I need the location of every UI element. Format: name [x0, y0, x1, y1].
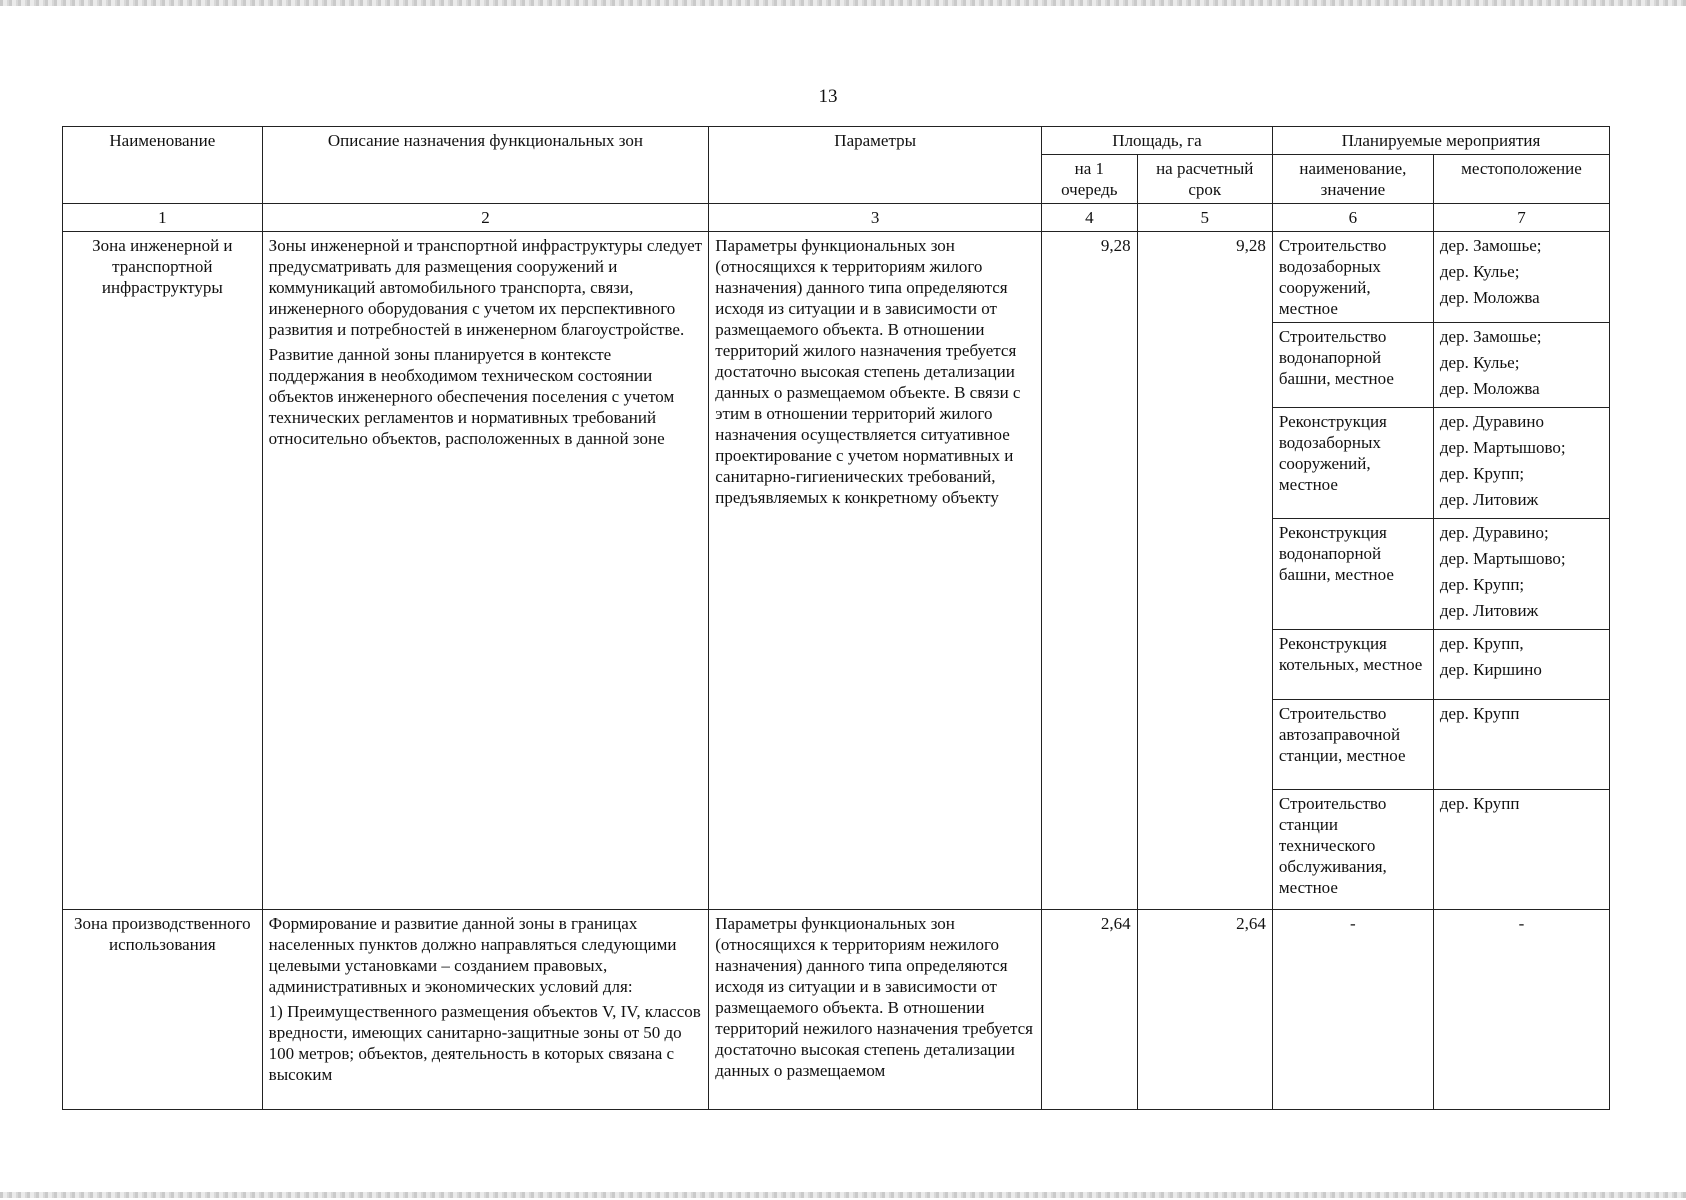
- description-paragraph: 1) Преимущественного размещения объектов V, IV, классов вредности, имеющих санитарно-защитные зоны от 50 до 100 метров; объектов, деятельность в которых связана с высоким: [268, 1002, 701, 1084]
- header-row-1: [63, 127, 1610, 155]
- activity-name: Строительство водозаборных сооружений, местное: [1272, 232, 1433, 323]
- header-area: Площадь, га: [1042, 127, 1273, 155]
- location-item: дер. Крупп: [1439, 704, 1520, 723]
- header-area-estimated: на расчетный срок: [1137, 155, 1272, 204]
- scan-edge-top: [0, 0, 1686, 6]
- location-item: дер. Крупп;: [1439, 464, 1525, 483]
- activity-location: [1433, 323, 1609, 408]
- location-item: дер. Моложва: [1439, 379, 1540, 398]
- header-planned-name: наименование, значение: [1272, 155, 1433, 204]
- header-description: Описание назначения функциональных зон: [262, 127, 709, 204]
- activity-location: [1433, 630, 1609, 700]
- activity-location: [1433, 408, 1609, 519]
- activity-location: [1433, 700, 1609, 790]
- area-estimated-value: 2,64: [1137, 910, 1272, 1110]
- activity-name: Строительство станции технического обслуживания, местное: [1272, 790, 1433, 910]
- header-parameters: Параметры: [709, 127, 1042, 204]
- location-item: дер. Крупп: [1439, 794, 1520, 813]
- zone-name: Зона производственного использования: [63, 910, 263, 1110]
- area-first-value: 2,64: [1042, 910, 1138, 1110]
- column-number: 4: [1042, 204, 1138, 232]
- zones-table: [62, 126, 1610, 1110]
- location-item: дер. Литовиж: [1439, 490, 1539, 509]
- column-number: 2: [262, 204, 709, 232]
- description-paragraph: Зоны инженерной и транспортной инфраструктуры следует предусматривать для размещения сооружений и коммуникаций автомобильного транспорта, связи, инженерного оборудования с учетом их перспективного развития и потребностей в инженерном благоустройстве.: [268, 236, 703, 339]
- page-number: 13: [818, 86, 838, 107]
- area-estimated-value: 9,28: [1137, 232, 1272, 910]
- location-item: дер. Крупп;: [1439, 575, 1525, 594]
- location-item: дер. Дуравино: [1439, 412, 1544, 431]
- zone-parameters: Параметры функциональных зон (относящихся к территориям жилого назначения) данного типа определяются исходя из ситуации и в зависимости от размещаемого объекта. В отношении территорий жилого назначения требуется достаточно высокая степень детализации данных о размещаемом объекте. В связи с этим в отношении территорий жилого назначения осуществляется ситуативное проектирование с учетом нормативных и санитарно-гигиенических требований, предъявляемых к конкретному объекту: [709, 232, 1042, 910]
- description-paragraph: Развитие данной зоны планируется в контексте поддержания в необходимом техническом состоянии объектов инженерного обеспечения поселения с учетом технических регламентов и нормативных требований относительно объектов, расположенных в данной зоне: [268, 345, 675, 448]
- location-item: дер. Замошье;: [1439, 236, 1542, 255]
- activity-name: Реконструкция водонапорной башни, местное: [1272, 519, 1433, 630]
- activity-location: [1433, 790, 1609, 910]
- activity-name: Строительство водонапорной башни, местное: [1272, 323, 1433, 408]
- header-name: Наименование: [63, 127, 263, 204]
- location-item: дер. Мартышово;: [1439, 549, 1566, 568]
- zone-name: Зона инженерной и транспортной инфраструктуры: [63, 232, 263, 910]
- header-planned-location: местоположение: [1433, 155, 1609, 204]
- location-item: дер. Замошье;: [1439, 327, 1542, 346]
- location-item: дер. Литовиж: [1439, 601, 1539, 620]
- location-item: дер. Мартышово;: [1439, 438, 1566, 457]
- location-item: дер. Кулье;: [1439, 353, 1520, 372]
- activity-location: [1433, 519, 1609, 630]
- column-number: 7: [1433, 204, 1609, 232]
- table-row: [63, 232, 1610, 323]
- column-number: 5: [1137, 204, 1272, 232]
- table-row: [63, 910, 1610, 1110]
- activity-location: -: [1433, 910, 1609, 1110]
- column-number: 3: [709, 204, 1042, 232]
- activity-name: Реконструкция котельных, местное: [1272, 630, 1433, 700]
- scan-edge-bottom: [0, 1192, 1686, 1198]
- zone-parameters: Параметры функциональных зон (относящихся к территориям нежилого назначения) данного типа определяются исходя из ситуации и в зависимости от размещаемого объекта. В отношении территорий нежилого назначения требуется достаточно высокая степень детализации данных о размещаемом: [709, 910, 1042, 1110]
- column-number-row: [63, 204, 1610, 232]
- location-item: дер. Кулье;: [1439, 262, 1520, 281]
- zone-description: [262, 232, 709, 910]
- column-number: 1: [63, 204, 263, 232]
- header-area-first: на 1 очередь: [1042, 155, 1138, 204]
- zone-description: [262, 910, 709, 1110]
- location-item: дер. Дуравино;: [1439, 523, 1549, 542]
- activity-name: -: [1272, 910, 1433, 1110]
- location-item: дер. Киршино: [1439, 660, 1542, 679]
- area-first-value: 9,28: [1042, 232, 1138, 910]
- column-number: 6: [1272, 204, 1433, 232]
- activity-name: Строительство автозаправочной станции, местное: [1272, 700, 1433, 790]
- description-paragraph: Формирование и развитие данной зоны в границах населенных пунктов должно направляться следующими целевыми установками – созданием правовых, административных и экономических условий для:: [268, 914, 677, 996]
- location-item: дер. Крупп,: [1439, 634, 1524, 653]
- location-item: дер. Моложва: [1439, 288, 1540, 307]
- activity-name: Реконструкция водозаборных сооружений, местное: [1272, 408, 1433, 519]
- header-planned: Планируемые мероприятия: [1272, 127, 1609, 155]
- activity-location: [1433, 232, 1609, 323]
